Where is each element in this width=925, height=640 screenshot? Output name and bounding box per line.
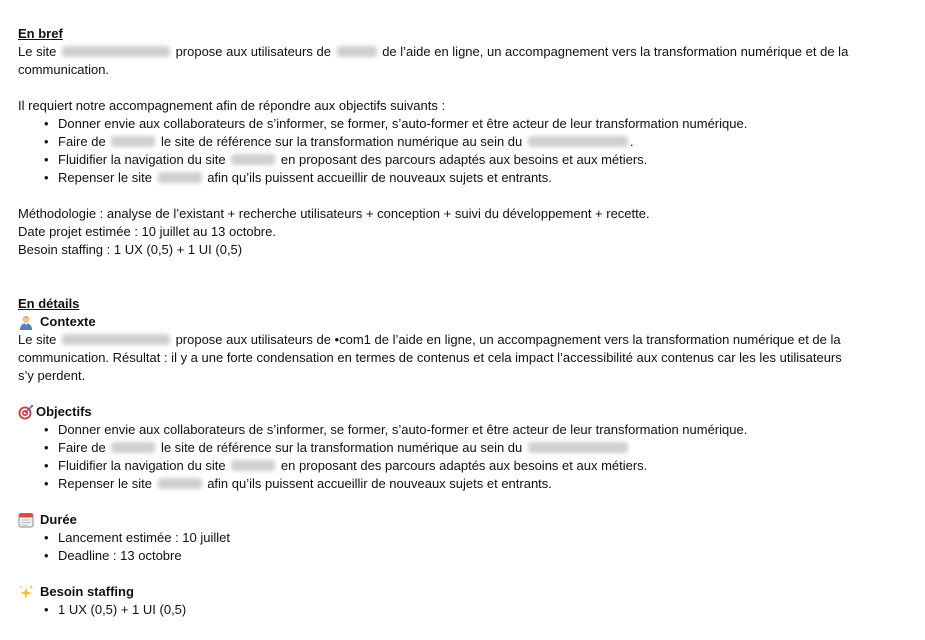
list-item: • Donner envie aux collaborateurs de s’informer, se former, s’auto-former et être acteur de leur transformation numérique. — [58, 421, 898, 439]
subsection-title: Durée — [40, 512, 77, 527]
subsection-title: Contexte — [40, 314, 96, 329]
redacted-site-name — [62, 334, 170, 345]
text: Faire de — [58, 134, 106, 149]
redacted-group-name — [528, 136, 628, 147]
text: en proposant des parcours adaptés aux besoins et aux métiers. — [280, 152, 648, 167]
text: afin qu’ils puissent accueillir de nouveaux sujets et entrants. — [207, 170, 552, 185]
list-item — [58, 133, 898, 151]
text: Fluidifier la navigation du site — [58, 458, 226, 473]
text: propose aux utilisateurs de — [175, 44, 331, 59]
brief-intro: Il requiert notre accompagnement afin de répondre aux objectifs suivants : — [18, 98, 446, 113]
list-item — [58, 169, 898, 187]
text: en proposant des parcours adaptés aux besoins et aux métiers. — [280, 458, 648, 473]
text: Le site — [18, 332, 57, 347]
section-heading-en-details: En détails — [18, 296, 80, 311]
list-item — [58, 151, 898, 169]
redacted-company — [337, 46, 377, 57]
duree-list — [18, 529, 898, 565]
text: Repenser le site — [58, 476, 152, 491]
text: le site de référence sur la transformation numérique au sein du — [160, 440, 523, 455]
brief-date: Date projet estimée : 10 juillet au 13 octobre. — [18, 224, 276, 239]
text: . — [629, 134, 634, 149]
redacted-site-name — [231, 154, 275, 165]
redacted-site-name — [231, 460, 275, 471]
brief-paragraph-line-1 — [18, 43, 898, 61]
contexte-line-3: s’y perdent. — [18, 368, 86, 383]
list-item: • Donner envie aux collaborateurs de s’informer, se former, s’auto-former et être acteur de leur transformation numérique. — [58, 115, 898, 133]
list-item — [58, 475, 898, 493]
text: afin qu’ils puissent accueillir de nouveaux sujets et entrants. — [207, 476, 552, 491]
text: Faire de — [58, 440, 106, 455]
redacted-site-name — [111, 136, 155, 147]
brief-staffing: Besoin staffing : 1 UX (0,5) + 1 UI (0,5) — [18, 242, 243, 257]
list-item: • Deadline : 13 octobre — [58, 547, 898, 565]
text: Repenser le site — [58, 170, 152, 185]
text: Fluidifier la navigation du site — [58, 152, 226, 167]
brief-methodologie: Méthodologie : analyse de l’existant + recherche utilisateurs + conception + suivi du développement + recette. — [18, 206, 650, 221]
text: Le site — [18, 44, 57, 59]
subsection-contexte — [18, 313, 898, 331]
text: de l’aide en ligne, un accompagnement vers la transformation numérique et de la — [382, 44, 849, 59]
redacted-site-name — [62, 46, 170, 57]
list-item: • 1 UX (0,5) + 1 UI (0,5) — [58, 601, 898, 619]
brief-objectives-list — [18, 115, 898, 187]
staffing-list — [18, 601, 898, 619]
list-item — [58, 439, 898, 457]
redacted-group-name — [528, 442, 628, 453]
calendar-icon — [18, 512, 34, 528]
section-heading-en-bref: En bref — [18, 26, 63, 41]
subsection-title: Besoin staffing — [40, 584, 134, 599]
contexte-line-2: communication. Résultat : il y a une forte condensation en termes de contenus et cela impact l’accessibilité aux contenus car les les utilisateurs — [18, 350, 842, 365]
subsection-title: Objectifs — [36, 404, 92, 419]
list-item — [58, 457, 898, 475]
brief-paragraph-line-2: communication. — [18, 62, 110, 77]
sparkles-icon — [18, 584, 34, 600]
direct-hit-target-icon — [18, 404, 34, 420]
list-item: • Lancement estimée : 10 juillet — [58, 529, 898, 547]
office-worker-icon — [18, 314, 34, 330]
redacted-site-name — [158, 172, 202, 183]
text: propose aux utilisateurs de •com1 de l’aide en ligne, un accompagnement vers la transformation numérique et de la — [175, 332, 841, 347]
text: le site de référence sur la transformation numérique au sein du — [160, 134, 523, 149]
subsection-besoin-staffing — [18, 583, 898, 601]
redacted-site-name — [158, 478, 202, 489]
subsection-objectifs — [18, 403, 898, 421]
document — [18, 25, 898, 619]
subsection-duree — [18, 511, 898, 529]
objectifs-list — [18, 421, 898, 493]
redacted-site-name — [111, 442, 155, 453]
contexte-line-1 — [18, 331, 898, 349]
